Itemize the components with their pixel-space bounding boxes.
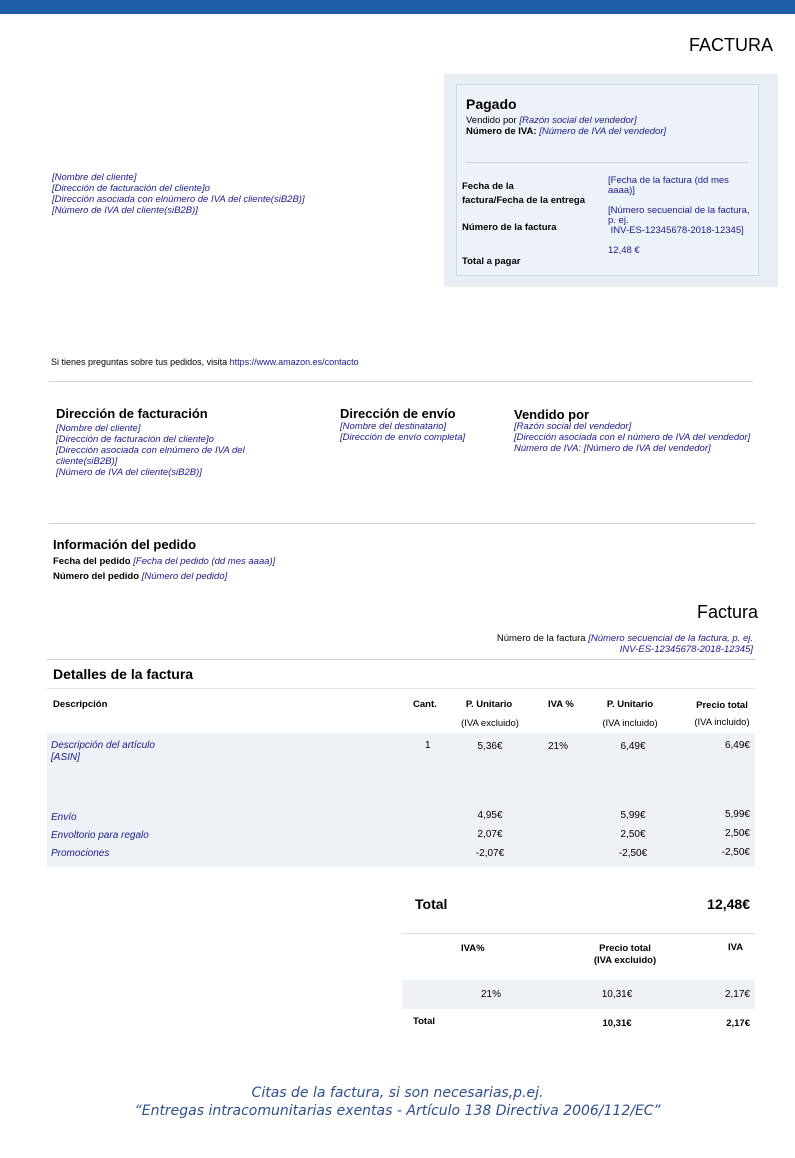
customer-line: [Dirección de facturación del cliente]o (52, 183, 210, 194)
divider (49, 381, 753, 382)
vat-table-total-label: Total (413, 1016, 435, 1027)
vat-label: Número de IVA: (466, 126, 537, 137)
order-date-label: Fecha del pedido (53, 556, 131, 567)
header-unit-excl: P. Unitario (465, 699, 513, 710)
item-vat: 21% (548, 741, 569, 752)
gift-wrap-unit-excl: 2,07€ (477, 829, 503, 840)
date-value-2: aaaa)] (608, 185, 635, 196)
shipping-label: Envío (51, 812, 77, 823)
total-due-value: 12,48 € (608, 245, 640, 256)
contact-text: Si tienes preguntas sobre tus pedidos, visita (51, 357, 228, 367)
customer-block (52, 172, 305, 216)
vat-table-total-excl: 10,31€ (602, 1018, 632, 1029)
invoice-number-label: Número de la factura (462, 222, 557, 233)
invoice-heading-number-value-1: [Número secuencial de la factura, p. ej. (588, 633, 753, 644)
header-qty: Cant. (413, 699, 437, 710)
document-title: FACTURA (688, 35, 773, 55)
billing-line: [Dirección de facturación del cliente]o (56, 434, 214, 445)
gift-wrap-total: 2,50€ (724, 828, 750, 839)
seller-line: Número de IVA: [Número de IVA del vendedor] (514, 443, 711, 454)
item-qty: 1 (425, 740, 431, 751)
header-unit-incl: P. Unitario (606, 699, 654, 710)
header-vat: IVA % (548, 699, 574, 710)
vat-table-row-vat: 2,17€ (724, 989, 750, 1000)
invoice-heading-number-value-2: INV-ES-12345678-2018-12345] (619, 644, 753, 655)
vat-table-header-vat: IVA (728, 942, 744, 953)
gift-wrap-label: Envoltorio para regalo (51, 830, 149, 841)
billing-line: [Nombre del cliente] (56, 423, 141, 434)
divider (49, 523, 755, 524)
customer-line: [Número de IVA del cliente(siB2B)] (52, 205, 198, 216)
invoice-heading: Factura (696, 602, 758, 622)
shipping-address (340, 421, 465, 443)
item-unit-incl: 6,49€ (620, 741, 646, 752)
header-total-sub: (IVA incluido) (694, 717, 750, 728)
seller-title: Vendido por (514, 407, 590, 422)
vat-table-total-vat: 2,17€ (726, 1018, 750, 1029)
invoice-number-value-1: [Número secuencial de la factura, (608, 205, 750, 216)
billing-address (56, 423, 245, 478)
customer-line: [Nombre del cliente] (52, 172, 137, 183)
billing-line: [Número de IVA del cliente(siB2B)] (56, 467, 202, 478)
vat-table-row-pct: 21% (481, 989, 502, 1000)
order-number-label: Número del pedido (53, 571, 140, 582)
order-date-line (53, 556, 275, 567)
sold-by-value: [Razón social del vendedor] (519, 115, 637, 126)
header-total: Precio total (696, 700, 748, 711)
shipping-total: 5,99€ (724, 809, 750, 820)
sold-by-line (466, 115, 637, 126)
seller-address (514, 421, 750, 454)
promotions-label: Promociones (51, 848, 110, 859)
vat-table-header-total-excl-2: (IVA excluido) (593, 955, 657, 966)
total-due-label: Total a pagar (462, 256, 521, 267)
invoice-number-value-2: p. ej. (608, 215, 629, 226)
vat-table-header-pct: IVA% (461, 943, 485, 954)
order-info-title: Información del pedido (53, 537, 197, 552)
invoice-heading-number-label: Número de la factura (496, 633, 586, 644)
order-number-line (53, 571, 227, 582)
date-label-1: Fecha de la (462, 181, 514, 192)
header-description: Descripción (53, 699, 108, 710)
invoice-number-block (453, 633, 753, 655)
item-unit-excl: 5,36€ (477, 741, 503, 752)
item-total: 6,49€ (724, 740, 750, 751)
divider (47, 659, 755, 660)
invoice-number-value-3: INV-ES-12345678-2018-12345] (608, 225, 744, 236)
shipping-line: [Nombre del destinatario] (340, 421, 447, 432)
order-date-value: [Fecha del pedido (dd mes aaaa)] (133, 556, 276, 567)
date-label-2: factura/Fecha de la entrega (462, 195, 586, 206)
top-bar (0, 0, 795, 14)
shipping-unit-incl: 5,99€ (620, 810, 646, 821)
gift-wrap-unit-incl: 2,50€ (620, 829, 646, 840)
item-asin: [ASIN] (51, 752, 80, 763)
billing-address-title: Dirección de facturación (56, 406, 208, 421)
shipping-line: [Dirección de envío completa] (340, 432, 466, 443)
header-unit-excl-sub: (IVA excluido) (461, 718, 519, 729)
contact-link[interactable]: https://www.amazon.es/contacto (229, 357, 359, 367)
header-unit-incl-sub: (IVA incluido) (602, 718, 658, 729)
payment-status: Pagado (466, 96, 517, 112)
footer-note-line-1: Citas de la factura, si son necesarias,p.ej. (251, 1085, 544, 1101)
shipping-address-title: Dirección de envío (340, 406, 456, 421)
vat-value: [Número de IVA del vendedor] (539, 126, 667, 137)
promotions-unit-excl: -2,07€ (475, 848, 505, 859)
item-description: Descripción del artículo (51, 740, 155, 751)
vat-line (466, 126, 666, 137)
billing-line: [Dirección asociada con elnúmero de IVA del (56, 445, 245, 456)
details-title: Detalles de la factura (53, 666, 194, 682)
seller-line: [Dirección asociada con el número de IVA del vendedor] (514, 432, 751, 443)
shipping-unit-excl: 4,95€ (477, 810, 503, 821)
divider (402, 933, 755, 934)
sold-by-label: Vendido por (466, 115, 517, 126)
promotions-total: -2,50€ (721, 847, 750, 858)
vat-table-row-total-excl: 10,31€ (601, 989, 633, 1000)
order-number-value: [Número del pedido] (141, 571, 228, 582)
footer-note-line-2: “Entregas intracomunitarias exentas - Artículo 138 Directiva 2006/112/EC” (134, 1103, 661, 1119)
divider (47, 688, 755, 689)
grand-total-value: 12,48€ (707, 896, 750, 912)
customer-line: [Dirección asociada con elnúmero de IVA del cliente(siB2B)] (52, 194, 305, 205)
payment-box-divider (466, 162, 748, 163)
promotions-unit-incl: -2,50€ (618, 848, 648, 859)
grand-total-label: Total (415, 896, 448, 912)
vat-table-header-total-excl-1: Precio total (599, 943, 651, 954)
items-body (47, 733, 755, 867)
contact-line (51, 357, 359, 368)
billing-line: cliente(siB2B)] (56, 456, 118, 467)
seller-line: [Razón social del vendedor] (514, 421, 632, 432)
date-value-1: [Fecha de la factura (dd mes (608, 175, 729, 186)
